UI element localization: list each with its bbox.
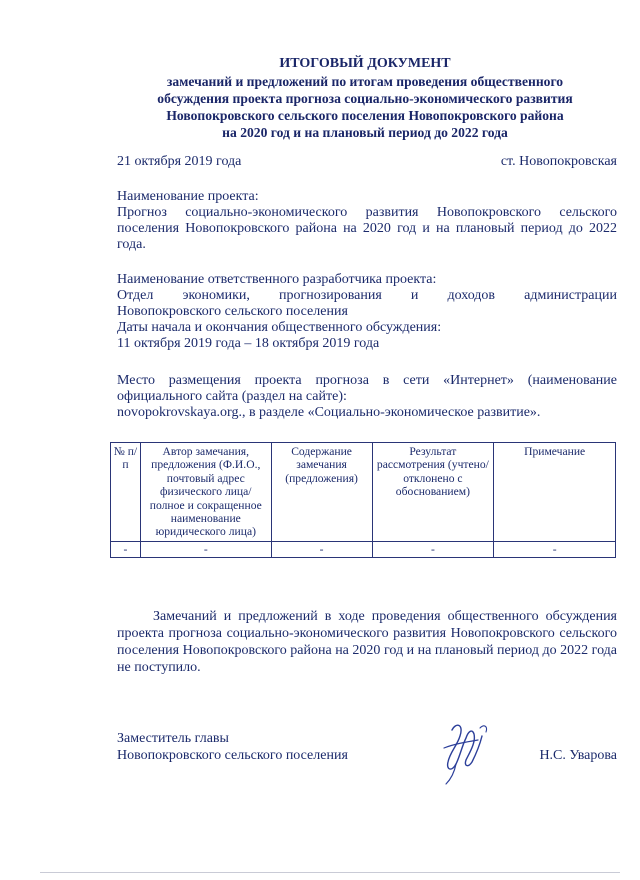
header-note: Примечание [494, 443, 616, 542]
handwritten-signature [430, 718, 500, 788]
dates-label: Даты начала и окончания общественного обсуждения: [117, 320, 442, 335]
signature-block [117, 730, 617, 764]
location-line-3: novopokrovskaya.org., в разделе «Социально-экономическое развитие». [117, 405, 541, 420]
title-line-1: ИТОГОВЫЙ ДОКУМЕНТ [279, 56, 451, 71]
dates-value: 11 октября 2019 года – 18 октября 2019 года [117, 336, 380, 351]
signer-position-line-2: Новопокровского сельского поселения [117, 748, 348, 763]
signer-name: Н.С. Уварова [539, 748, 617, 763]
signer-position-line-1: Заместитель главы [117, 731, 229, 746]
project-section [117, 189, 617, 253]
header-content: Содержание замечания (предложения) [271, 443, 372, 542]
table-cell: - [111, 541, 141, 557]
document-place: ст. Новопокровская [500, 154, 617, 169]
header-result: Результат рассмотрения (учтено/отклонено с обоснованием) [372, 443, 494, 542]
remarks-table [110, 442, 616, 558]
table-cell: - [140, 541, 271, 557]
document-title [110, 55, 620, 141]
location-section [117, 373, 617, 421]
document-date: 21 октября 2019 года [117, 154, 242, 169]
title-line-2: замечаний и предложений по итогам проведения общественного [166, 74, 564, 89]
table-row [111, 541, 616, 557]
table-header-row [111, 443, 616, 542]
location-line-1: Место размещения проекта прогноза в сети «Интернет» (наименование [117, 373, 617, 388]
table-cell: - [271, 541, 372, 557]
header-author: Автор замечания, предложения (Ф.И.О., почтовый адрес физического лица/полное и сокращенное наименование юридического лица) [140, 443, 271, 542]
developer-name-line-1: Отдел экономики, прогнозирования и доходов администрации [117, 288, 617, 303]
developer-label: Наименование ответственного разработчика проекта: [117, 272, 437, 287]
title-line-3: обсуждения проекта прогноза социально-экономического развития [157, 91, 573, 106]
developer-section [117, 272, 617, 352]
project-name-line-2: поселения Новопокровского района на 2020 год и на плановый период до 2022 [117, 221, 617, 236]
location-line-2: официального сайта (раздел на сайте): [117, 389, 347, 404]
table-cell: - [494, 541, 616, 557]
conclusion-paragraph [117, 608, 617, 676]
developer-name-line-2: Новопокровского сельского поселения [117, 304, 348, 319]
header-number: № п/п [111, 443, 141, 542]
project-name-line-3: года. [117, 237, 146, 252]
conclusion-text: Замечаний и предложений в ходе проведения общественного обсуждения проекта прогноза социально-экономического развития Новопокровского сельского поселения Новопокровского района на 2020 год и на плановый период до 2022 года не поступило. [117, 609, 617, 675]
project-name-line-1: Прогноз социально-экономического развития Новопокровского сельского [117, 205, 617, 220]
page-bottom-edge [40, 872, 620, 873]
title-line-4: Новопокровского сельского поселения Новопокровского района [166, 108, 564, 123]
table-cell: - [372, 541, 494, 557]
title-line-5: на 2020 год и на плановый период до 2022 года [222, 125, 508, 140]
project-label: Наименование проекта: [117, 189, 259, 204]
date-place-line [117, 154, 617, 170]
